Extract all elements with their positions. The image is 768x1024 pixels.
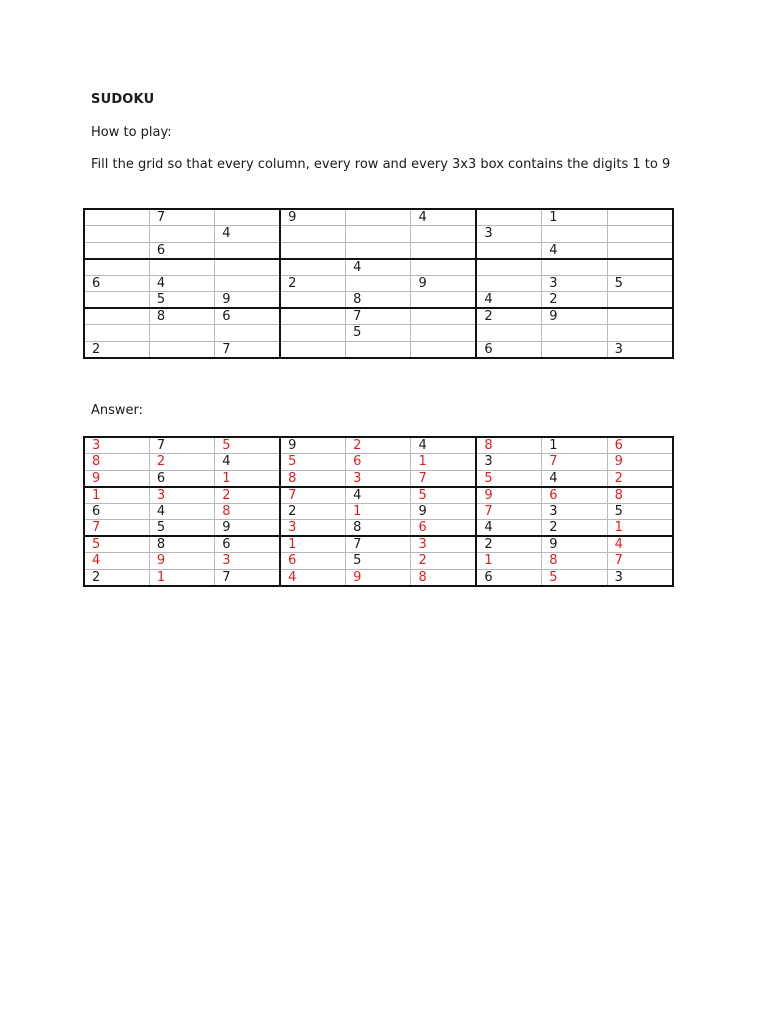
grid-cell [346,209,411,226]
grid-cell: 9 [411,275,476,292]
grid-cell [215,242,280,259]
grid-cell: 4 [476,292,541,309]
grid-cell: 7 [280,487,345,504]
grid-cell: 1 [215,470,280,487]
grid-cell [607,308,672,325]
grid-row [84,536,673,553]
grid-cell: 2 [476,536,541,553]
grid-cell: 7 [411,470,476,487]
grid-cell: 4 [346,487,411,504]
grid-cell: 8 [476,437,541,454]
grid-cell [476,209,541,226]
grid-cell: 9 [215,292,280,309]
grid-cell [149,226,214,243]
grid-cell: 7 [346,308,411,325]
grid-cell: 1 [346,503,411,520]
grid-cell: 1 [84,487,149,504]
grid-cell [215,325,280,342]
grid-row [84,437,673,454]
grid-cell [542,341,607,358]
grid-cell: 6 [411,520,476,537]
rules-text: Fill the grid so that every column, every row and every 3x3 box contains the digits 1 to 9 [91,157,671,172]
grid-cell [149,341,214,358]
grid-cell [607,325,672,342]
grid-cell [411,259,476,276]
grid-cell: 7 [149,209,214,226]
grid-cell [346,275,411,292]
grid-cell: 9 [607,454,672,471]
grid-cell: 3 [476,454,541,471]
grid-cell: 5 [215,437,280,454]
grid-cell: 2 [542,292,607,309]
grid-cell: 2 [476,308,541,325]
grid-cell: 5 [476,470,541,487]
grid-cell [346,226,411,243]
grid-row [84,292,673,309]
grid-cell: 2 [346,437,411,454]
answer-grid [83,436,674,587]
grid-cell: 6 [542,487,607,504]
grid-cell: 2 [215,487,280,504]
grid-cell: 3 [411,536,476,553]
grid-cell: 7 [607,553,672,570]
grid-cell: 3 [84,437,149,454]
grid-cell: 6 [476,341,541,358]
grid-cell: 8 [346,292,411,309]
grid-row [84,341,673,358]
grid-row [84,503,673,520]
grid-cell: 7 [542,454,607,471]
grid-cell: 2 [84,569,149,586]
grid-cell: 3 [607,341,672,358]
grid-cell [215,275,280,292]
grid-cell [84,209,149,226]
grid-cell: 6 [84,275,149,292]
grid-cell: 6 [84,503,149,520]
grid-cell [346,341,411,358]
grid-row [84,569,673,586]
grid-cell [215,259,280,276]
grid-cell: 9 [542,308,607,325]
grid-cell: 8 [84,454,149,471]
grid-cell [411,242,476,259]
grid-cell: 2 [542,520,607,537]
grid-cell: 6 [215,308,280,325]
grid-cell: 5 [280,454,345,471]
grid-cell [542,325,607,342]
grid-cell [607,209,672,226]
grid-cell: 5 [607,503,672,520]
grid-cell: 4 [149,503,214,520]
grid-cell: 4 [84,553,149,570]
grid-cell: 3 [476,226,541,243]
grid-cell: 5 [346,553,411,570]
grid-cell: 6 [149,242,214,259]
grid-cell [84,242,149,259]
grid-cell: 9 [346,569,411,586]
grid-cell: 8 [280,470,345,487]
grid-row [84,275,673,292]
grid-cell: 4 [542,242,607,259]
grid-cell: 2 [411,553,476,570]
grid-cell [476,242,541,259]
grid-cell: 5 [84,536,149,553]
grid-cell [607,259,672,276]
grid-cell: 4 [542,470,607,487]
grid-row [84,242,673,259]
grid-cell: 5 [149,292,214,309]
grid-row [84,487,673,504]
grid-row [84,454,673,471]
grid-cell: 6 [346,454,411,471]
grid-row [84,226,673,243]
grid-cell: 4 [346,259,411,276]
grid-cell [280,341,345,358]
grid-cell [607,292,672,309]
grid-cell [280,325,345,342]
grid-cell: 3 [280,520,345,537]
grid-cell [280,308,345,325]
grid-row [84,259,673,276]
grid-cell: 8 [346,520,411,537]
grid-cell: 8 [149,308,214,325]
grid-cell [84,325,149,342]
grid-cell [411,308,476,325]
grid-cell: 4 [215,226,280,243]
grid-cell: 1 [280,536,345,553]
grid-cell [280,259,345,276]
grid-cell [280,226,345,243]
grid-cell [411,226,476,243]
grid-cell: 4 [149,275,214,292]
answer-heading: Answer: [91,403,144,418]
grid-cell [476,275,541,292]
grid-row [84,470,673,487]
grid-cell: 5 [346,325,411,342]
grid-cell: 7 [215,569,280,586]
grid-cell [476,325,541,342]
grid-cell: 4 [476,520,541,537]
grid-cell: 6 [149,470,214,487]
grid-cell [542,259,607,276]
grid-cell: 7 [476,503,541,520]
grid-row [84,553,673,570]
grid-cell: 1 [607,520,672,537]
grid-cell: 3 [149,487,214,504]
grid-cell: 7 [215,341,280,358]
grid-cell: 7 [346,536,411,553]
grid-cell: 8 [411,569,476,586]
grid-cell: 8 [542,553,607,570]
grid-cell: 4 [411,437,476,454]
grid-cell: 5 [149,520,214,537]
grid-cell [84,308,149,325]
grid-cell: 6 [476,569,541,586]
grid-cell: 9 [84,470,149,487]
grid-cell [346,242,411,259]
grid-cell: 2 [607,470,672,487]
grid-cell [607,242,672,259]
grid-cell: 7 [84,520,149,537]
grid-cell [607,226,672,243]
grid-cell [84,292,149,309]
grid-cell: 6 [215,536,280,553]
grid-cell: 1 [542,437,607,454]
grid-cell [215,209,280,226]
grid-cell: 9 [476,487,541,504]
grid-row [84,325,673,342]
grid-cell [280,242,345,259]
grid-cell: 1 [149,569,214,586]
grid-cell [411,292,476,309]
grid-cell: 2 [84,341,149,358]
grid-cell: 3 [542,503,607,520]
grid-cell [411,325,476,342]
grid-cell: 5 [542,569,607,586]
grid-cell: 5 [411,487,476,504]
grid-cell: 9 [280,209,345,226]
grid-row [84,308,673,325]
grid-cell [84,226,149,243]
grid-cell: 2 [149,454,214,471]
grid-cell: 8 [215,503,280,520]
grid-cell [476,259,541,276]
grid-cell: 3 [542,275,607,292]
grid-cell: 7 [149,437,214,454]
grid-cell [280,292,345,309]
grid-cell: 8 [149,536,214,553]
grid-cell: 9 [280,437,345,454]
grid-cell: 9 [149,553,214,570]
grid-cell: 5 [607,275,672,292]
grid-cell [542,226,607,243]
grid-cell: 4 [607,536,672,553]
grid-cell [149,325,214,342]
grid-cell: 6 [280,553,345,570]
grid-cell: 1 [476,553,541,570]
grid-cell: 8 [607,487,672,504]
grid-cell [411,341,476,358]
grid-cell: 3 [607,569,672,586]
grid-cell: 2 [280,503,345,520]
grid-cell: 2 [280,275,345,292]
grid-cell: 4 [280,569,345,586]
grid-cell: 3 [215,553,280,570]
grid-row [84,209,673,226]
grid-cell [84,259,149,276]
puzzle-grid [83,208,674,359]
grid-cell: 9 [411,503,476,520]
grid-cell: 1 [542,209,607,226]
grid-cell: 6 [607,437,672,454]
grid-cell: 4 [411,209,476,226]
grid-cell: 3 [346,470,411,487]
grid-cell: 1 [411,454,476,471]
how-to-play-heading: How to play: [91,125,172,140]
page-title: SUDOKU [91,92,155,107]
grid-cell: 9 [542,536,607,553]
grid-row [84,520,673,537]
grid-cell: 4 [215,454,280,471]
grid-cell: 9 [215,520,280,537]
grid-cell [149,259,214,276]
